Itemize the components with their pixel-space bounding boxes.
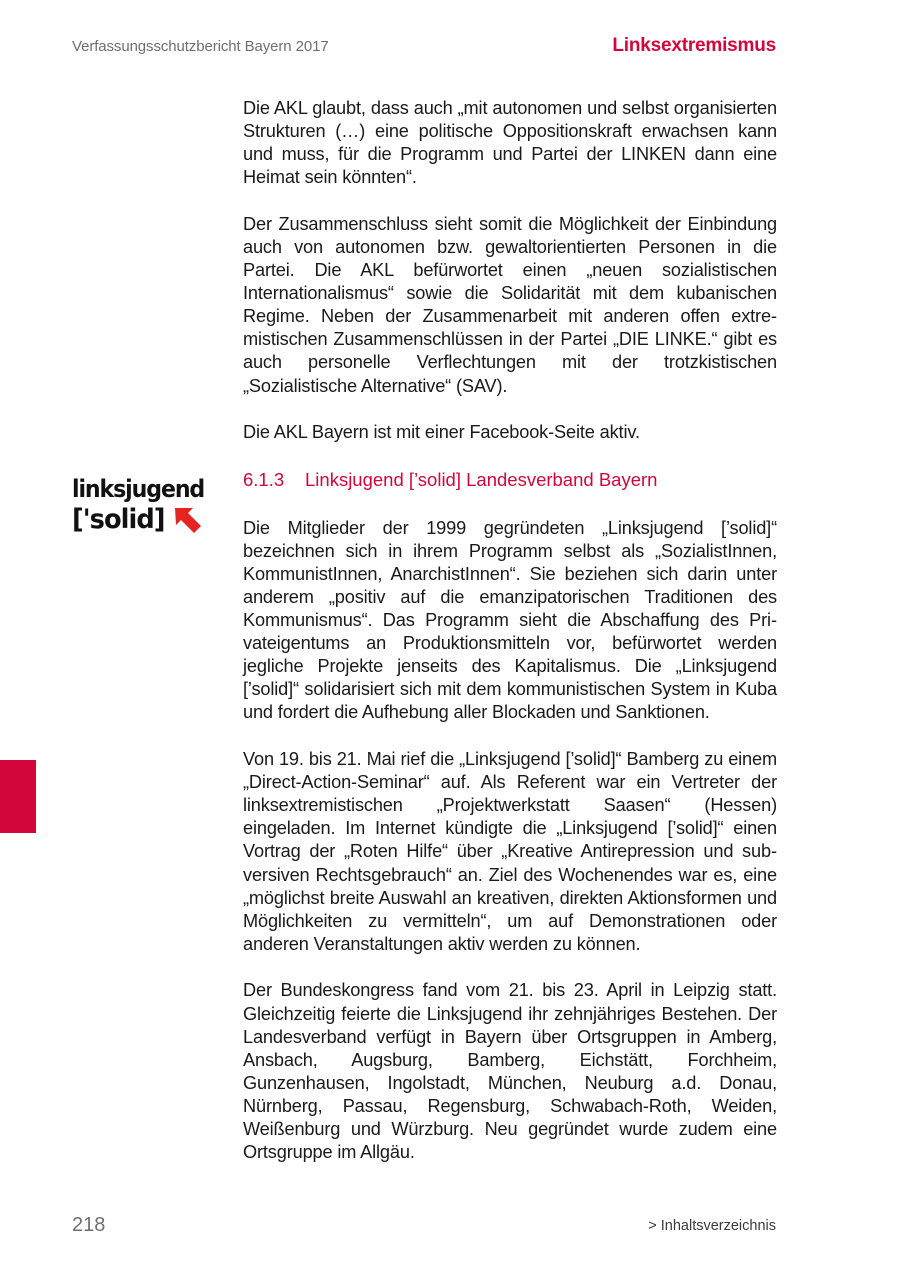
linksjugend-solid-logo (72, 474, 212, 536)
section-title: Linksjugend [’solid] Landesverband Bayern (305, 468, 658, 490)
section-heading (243, 468, 777, 492)
publication-title: Verfassungsschutzbericht Bayern 2017 (72, 38, 329, 55)
chapter-title: Linksextremismus (612, 35, 776, 56)
page-number: 218 (72, 1214, 106, 1236)
main-content (243, 97, 777, 1188)
logo-wordmark-line1: linksjugend (72, 475, 205, 503)
logo-wordmark-line2: ['solid] (72, 504, 165, 535)
red-arrow-up-left-icon (173, 506, 203, 534)
paragraph-akl-quote: Die AKL glaubt, dass auch „mit autonomen und selbst organisierten Strukturen (…) eine politische Oppositionskraft erwachsen kann und muss, für die Programm und Partei der LINKEN dann eine Heimat sein könnten“. (243, 98, 777, 188)
logo-wordmark-line2-row (72, 504, 212, 536)
chapter-side-tab (0, 760, 36, 833)
paragraph-direct-action-seminar: Von 19. bis 21. Mai rief die „Linksjugend [’solid]“ Bamberg zu einem „Direct-Action-Seminar“ auf. Als Referent war ein Vertreter der linksextremistischen „Projektwerkstatt Saasen“ (Hessen) eingeladen. Im Internet kündigte die „Linksjugend [’solid]“ einen Vortrag der „Roten Hilfe“ über „Kreative Antirepression und subversiven Rechtsgebrauch“ an. Ziel des Wochenendes war es, eine „möglichst breite Auswahl an kreativen, direkten Aktionsformen und Möglichkeiten zu vermitteln“, um auf Demonstrationen oder anderen Veranstaltungen aktiv werden zu können. (243, 749, 777, 954)
paragraph-akl-zusammenschluss: Der Zusammenschluss sieht somit die Möglichkeit der Einbindung auch von autonomen bzw. gewaltorientierten Personen in die Partei. Die AKL befürwortet einen „neuen sozialistischen Internationalismus“ sowie die Solidarität mit dem kubanischen Regime. Neben der Zusammenarbeit mit anderen offen extremistischen Zusammenschlüssen in der Partei „DIE LINKE.“ gibt es auch personelle Verflechtungen mit der trotzkistischen „Sozialistische Alternative“ (SAV). (243, 213, 777, 396)
paragraph-bundeskongress: Der Bundeskongress fand vom 21. bis 23. April in Leipzig statt. Gleichzeitig feierte die Linksjugend ihr zehnjähriges Bestehen. Der Landesverband verfügt in Bayern über Ortsgruppen in Amberg, Ansbach, Augsburg, Bamberg, Eichstätt, Forchheim, Gunzenhausen, Ingolstadt, München, Neuburg a.d. Donau, Nürnberg, Passau, Regensburg, Schwabach-Roth, Weiden, Weißenburg und Würzburg. Neu gegründet wurde zudem eine Ortsgruppe im Allgäu. (243, 980, 777, 1163)
paragraph-akl-facebook: Die AKL Bayern ist mit einer Facebook-Seite aktiv. (243, 422, 640, 443)
section-number: 6.1.3 (243, 468, 285, 490)
table-of-contents-link[interactable]: > Inhaltsverzeichnis (648, 1218, 776, 1234)
paragraph-linksjugend-program: Die Mitglieder der 1999 gegründeten „Linksjugend [’solid]“ bezeichnen sich in ihrem Programm selbst als „SozialistInnen, KommunistInnen, AnarchistInnen“. Sie beziehen sich darin unter anderem „positiv auf die emanzipatorischen Traditionen des Kommunismus“. Das Programm sieht die Abschaffung des Privateigentums an Produktionsmitteln vor, befürwortet werden jegliche Projekte jenseits des Kapitalismus. Die „Linksjugend [’solid]“ solidarisiert sich mit dem kommunistischen System in Kuba und fordert die Aufhebung aller Blockaden und Sanktionen. (243, 517, 777, 723)
